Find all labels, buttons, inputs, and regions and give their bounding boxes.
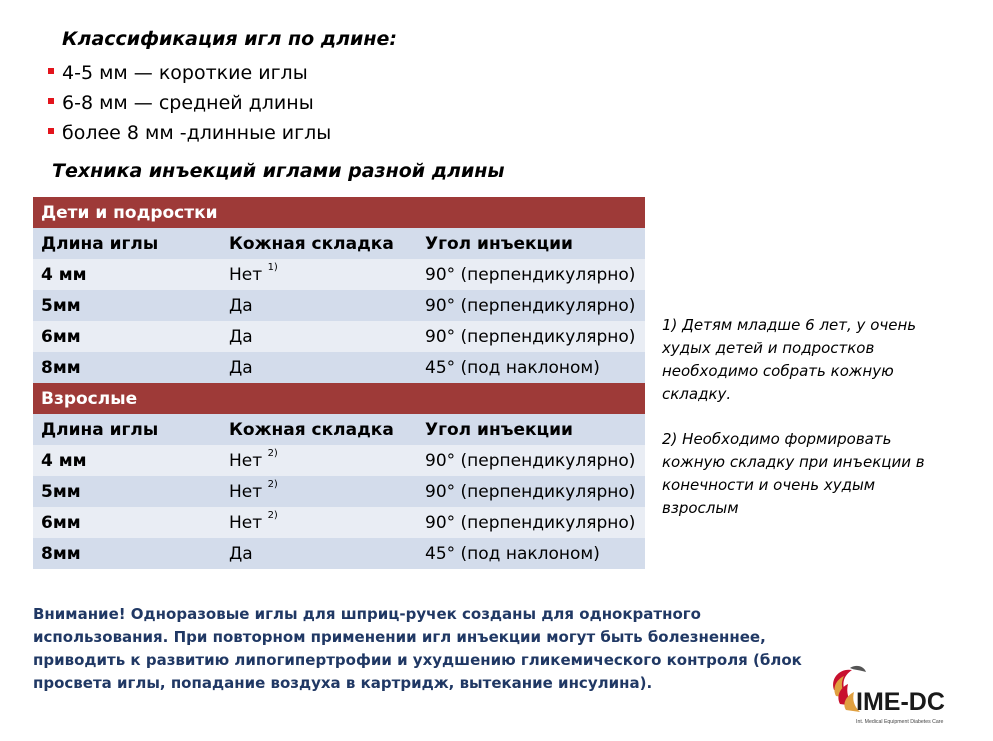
classification-list bbox=[48, 58, 331, 148]
footnote-1: 1) Детям младше 6 лет, у очень худых детей и подростков необходимо собрать кожную складку. bbox=[662, 316, 917, 403]
list-item: 6-8 мм — средней длины bbox=[48, 88, 331, 118]
ime-dc-logo bbox=[826, 660, 966, 732]
list-item: 4-5 мм — короткие иглы bbox=[48, 58, 331, 88]
needle-length: 5мм bbox=[33, 476, 221, 507]
skin-fold: Да bbox=[221, 290, 417, 321]
needle-length: 4 мм bbox=[33, 445, 221, 476]
table-header-row bbox=[33, 228, 645, 259]
column-header: Кожная складка bbox=[221, 414, 417, 445]
injection-angle: 90° (перпендикулярно) bbox=[417, 507, 645, 538]
column-header: Угол инъекции bbox=[417, 228, 645, 259]
classification-heading: Классификация игл по длине: bbox=[62, 28, 397, 50]
skin-fold: Нет $^{2)}$ bbox=[221, 507, 417, 538]
table-header-row bbox=[33, 414, 645, 445]
footnote-marker: 2) bbox=[267, 478, 278, 490]
injection-angle: 90° (перпендикулярно) bbox=[417, 476, 645, 507]
needle-length: 6мм bbox=[33, 507, 221, 538]
footnotes bbox=[662, 314, 952, 542]
skin-fold: Да bbox=[221, 352, 417, 383]
column-header: Угол инъекции bbox=[417, 414, 645, 445]
skin-fold: Нет $^{2)}$ bbox=[221, 445, 417, 476]
logo-name: IME-DC bbox=[856, 688, 945, 716]
table-row bbox=[33, 259, 645, 290]
table-row bbox=[33, 321, 645, 352]
bullet-square-icon bbox=[48, 128, 54, 134]
injection-angle: 45° (под наклоном) bbox=[417, 538, 645, 569]
table-row bbox=[33, 538, 645, 569]
section-row-children bbox=[33, 197, 645, 228]
table-row bbox=[33, 476, 645, 507]
section-row-adults bbox=[33, 383, 645, 414]
section-title: Взрослые bbox=[33, 383, 645, 414]
column-header: Кожная складка bbox=[221, 228, 417, 259]
column-header: Длина иглы bbox=[33, 228, 221, 259]
needle-length: 4 мм bbox=[33, 259, 221, 290]
footnote-marker: 2) bbox=[267, 447, 278, 459]
injection-angle: 90° (перпендикулярно) bbox=[417, 321, 645, 352]
column-header: Длина иглы bbox=[33, 414, 221, 445]
injection-angle: 90° (перпендикулярно) bbox=[417, 290, 645, 321]
injection-angle: 90° (перпендикулярно) bbox=[417, 259, 645, 290]
skin-fold: Нет $^{2)}$ bbox=[221, 476, 417, 507]
footnote-2: 2) Необходимо формировать кожную складку при инъекции в конечности и очень худым взрослым bbox=[662, 430, 925, 517]
needle-length: 6мм bbox=[33, 321, 221, 352]
table-row bbox=[33, 290, 645, 321]
table-row bbox=[33, 352, 645, 383]
injection-angle: 45° (под наклоном) bbox=[417, 352, 645, 383]
needle-length: 5мм bbox=[33, 290, 221, 321]
bullet-square-icon bbox=[48, 98, 54, 104]
needle-length: 8мм bbox=[33, 352, 221, 383]
table-row bbox=[33, 445, 645, 476]
injection-technique-table bbox=[33, 197, 645, 569]
skin-fold: Нет $^{1)}$ bbox=[221, 259, 417, 290]
bullet-square-icon bbox=[48, 68, 54, 74]
footnote-marker: 1) bbox=[267, 261, 278, 273]
technique-heading: Техника инъекций иглами разной длины bbox=[52, 160, 505, 182]
warning-text: Внимание! Одноразовые иглы для шприц-ручек созданы для однократного использования. При повторном применении игл инъекции могут быть болезненнее, приводить к развитию липогипертрофии и ухудшению гликемического контроля (блок просвета иглы, попадание воздуха в картридж, вытекание инсулина). bbox=[33, 605, 802, 692]
table-row bbox=[33, 507, 645, 538]
footnote-marker: 2) bbox=[267, 509, 278, 521]
list-item: более 8 мм -длинные иглы bbox=[48, 118, 331, 148]
injection-angle: 90° (перпендикулярно) bbox=[417, 445, 645, 476]
section-title: Дети и подростки bbox=[33, 197, 645, 228]
logo-tagline: Int. Medical Equipment Diabetes Care bbox=[856, 719, 944, 725]
needle-length: 8мм bbox=[33, 538, 221, 569]
skin-fold: Да bbox=[221, 321, 417, 352]
skin-fold: Да bbox=[221, 538, 417, 569]
